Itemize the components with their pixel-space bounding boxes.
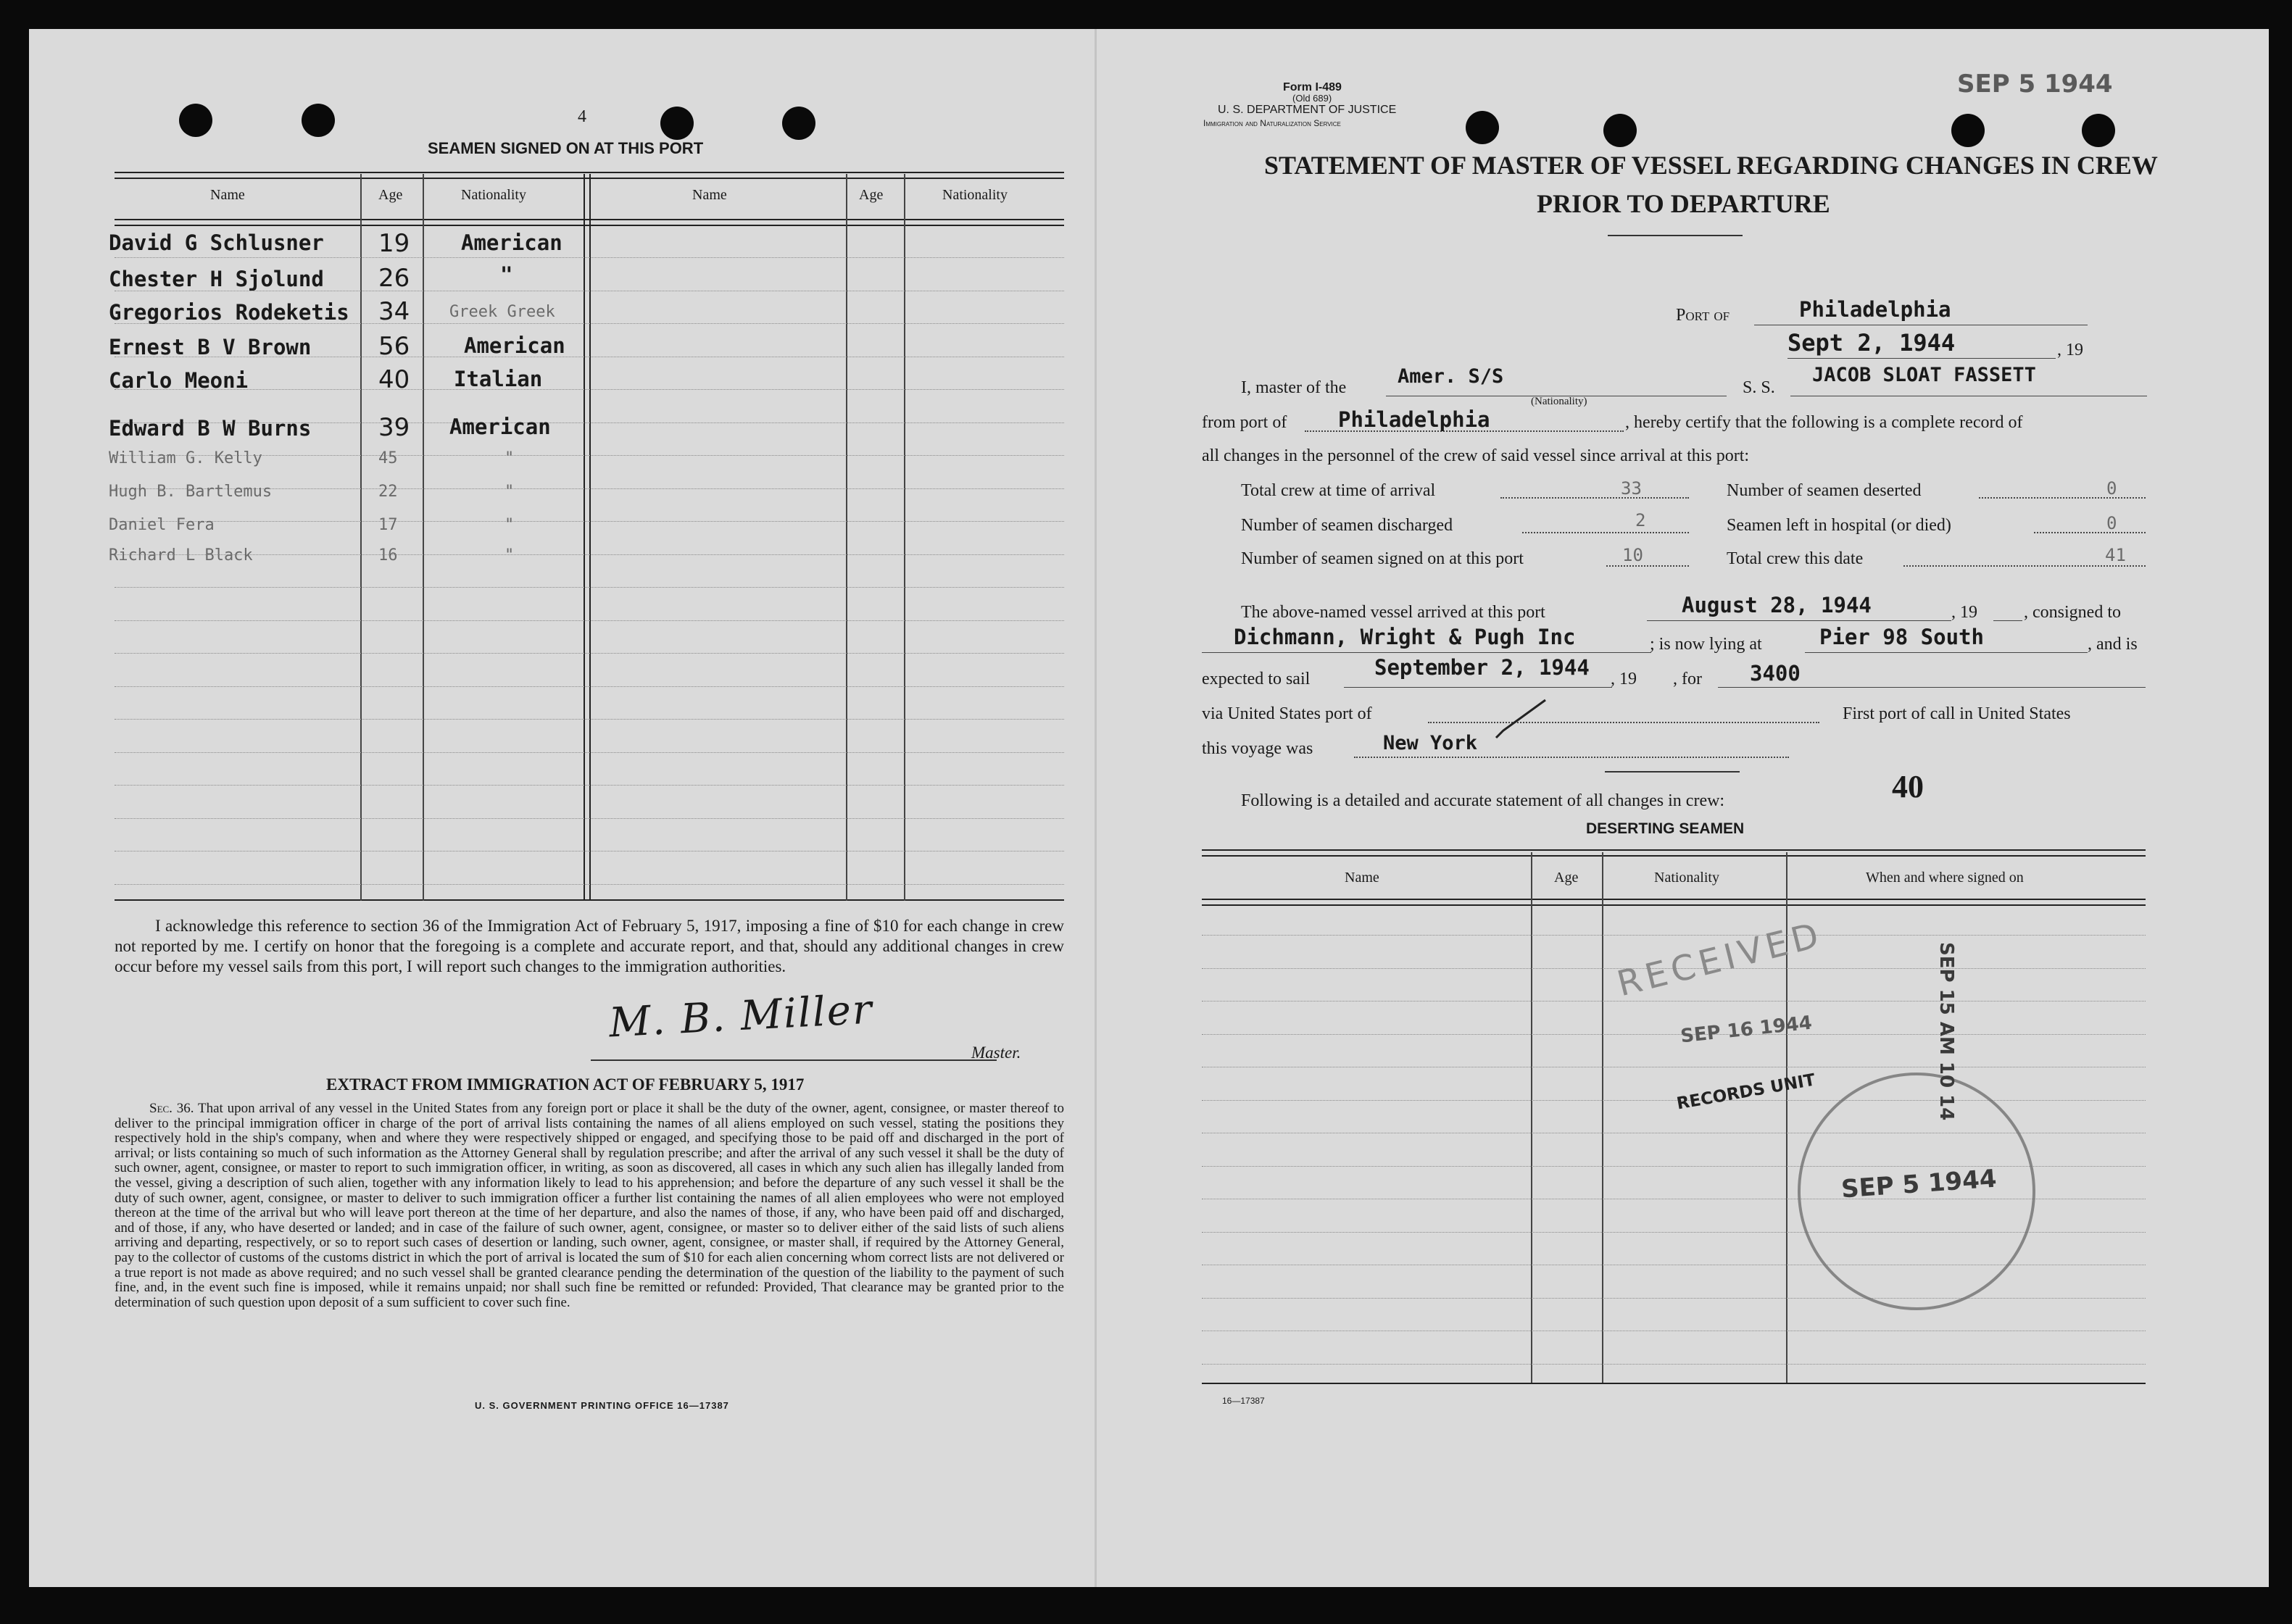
for-value: 3400 — [1750, 661, 1801, 686]
row-rule — [115, 719, 1064, 720]
row-rule — [1202, 935, 2146, 936]
column-header-nationality-2: Nationality — [942, 187, 1008, 203]
row-rule — [115, 521, 1064, 522]
consignee-value: Dichmann, Wright & Pugh Inc — [1234, 625, 1576, 649]
ss-label: S. S. — [1743, 378, 1775, 397]
form-title-line1: STATEMENT OF MASTER OF VESSEL REGARDING CHANGES IN CREW — [1264, 151, 2158, 180]
signature-label: Master. — [971, 1044, 1021, 1062]
binder-hole — [2082, 114, 2115, 147]
seaman-name: William G. Kelly — [109, 449, 262, 467]
vertical-time-stamp: SEP 15 AM 10 14 — [1935, 942, 1957, 1121]
from-port-label: from port of — [1202, 413, 1287, 432]
received-date-stamp: SEP 16 1944 — [1679, 1012, 1814, 1048]
date-underline — [1787, 358, 2056, 359]
from-port-value: Philadelphia — [1338, 407, 1490, 432]
section-rule — [1605, 771, 1740, 773]
seaman-name: David G Schlusner — [109, 230, 324, 255]
row-rule — [1202, 1298, 2146, 1299]
voyage-underline — [1354, 757, 1789, 758]
row-rule — [115, 389, 1064, 390]
expected-label: expected to sail — [1202, 670, 1311, 688]
received-stamp: RECEIVED — [1613, 914, 1827, 1005]
vessel-name: JACOB SLOAT FASSETT — [1812, 364, 2036, 386]
stat-value: 0 — [2106, 478, 2117, 499]
row-rule — [1202, 1034, 2146, 1035]
column-header-age-2: Age — [859, 187, 884, 203]
stat-dots — [1522, 532, 1689, 533]
stat-label: Total crew this date — [1727, 549, 1864, 568]
deserting-header-signed-on: When and where signed on — [1866, 870, 2024, 886]
row-rule — [1202, 1364, 2146, 1365]
binder-hole — [782, 107, 815, 140]
column-divider — [360, 174, 362, 901]
first-port-label: First port of call in United States — [1843, 704, 2071, 723]
arrived-underline — [1647, 620, 1951, 621]
via-underline — [1428, 722, 1819, 723]
extract-title: EXTRACT FROM IMMIGRATION ACT OF FEBRUARY 5, 1917 — [326, 1075, 805, 1094]
seaman-age: 22 — [378, 483, 398, 501]
column-divider — [584, 174, 591, 901]
stat-dots — [1979, 497, 2146, 499]
stat-value: 0 — [2106, 513, 2117, 533]
date-value: Sept 2, 1944 — [1787, 329, 1956, 357]
row-rule — [115, 653, 1064, 654]
seaman-nationality: " — [505, 516, 515, 534]
binder-hole — [302, 104, 335, 137]
lying-value: Pier 98 South — [1819, 625, 1984, 649]
seaman-age: 56 — [378, 332, 410, 361]
binder-hole — [1466, 111, 1499, 144]
seaman-name: Carlo Meoni — [109, 368, 249, 393]
department-name: U. S. DEPARTMENT OF JUSTICE — [1218, 104, 1397, 116]
title-underline — [1608, 235, 1743, 236]
for-label: , for — [1673, 670, 1702, 688]
deserting-header-nationality: Nationality — [1654, 870, 1719, 886]
row-rule — [1202, 1100, 2146, 1101]
seaman-nationality: " — [500, 262, 513, 287]
seaman-nationality: " — [505, 483, 515, 501]
stat-label: Number of seamen discharged — [1241, 516, 1453, 535]
seaman-name: Hugh B. Bartlemus — [109, 483, 273, 501]
seaman-name: Gregorios Rodeketis — [109, 300, 349, 325]
deserting-header-rule — [1202, 899, 2146, 906]
stat-dots — [1606, 565, 1689, 567]
row-rule — [115, 785, 1064, 786]
form-code: 16—17387 — [1222, 1396, 1265, 1406]
master-signature: M. B. Miller — [607, 986, 875, 1047]
year-underline — [1993, 620, 2022, 621]
column-divider — [904, 174, 905, 901]
column-divider — [846, 174, 847, 901]
top-date-stamp: SEP 5 1944 — [1957, 70, 2113, 99]
seaman-age: 16 — [378, 546, 398, 565]
row-rule — [115, 752, 1064, 753]
seaman-age: 19 — [378, 229, 410, 258]
row-rule — [115, 554, 1064, 555]
lying-underline — [1805, 652, 2088, 653]
deserting-header-name: Name — [1345, 870, 1379, 886]
seaman-name: Richard L Black — [109, 546, 253, 565]
stat-value: 10 — [1622, 545, 1643, 565]
document-sheet — [29, 29, 2269, 1587]
seaman-age: 39 — [378, 413, 410, 442]
signature-line — [591, 1059, 997, 1061]
seaman-age: 45 — [378, 449, 398, 467]
column-divider — [1602, 852, 1603, 1383]
seaman-nationality: American — [461, 230, 562, 255]
binder-hole — [1603, 114, 1637, 147]
stat-label: Seamen left in hospital (or died) — [1727, 516, 1951, 535]
extract-text: That upon arrival of any vessel in the United States from any foreign port or place it shall be the duty of the owner, agent, consignee, or master thereof to deliver to the principal immigration officer in charge of the port of arrival lists containing the names of all aliens employed on such vessel, stating the positions they respectively hold in the ship's company, when and where they were respectively shipped or engaged, and specifying those to be paid off and discharged in the port of arrival; or lists containing so much of such information as the Attorney General shall by regulation prescribe; and after the arrival of any such vessel it shall be the duty of such owner, agent, consignee, or master to report to such immigration officer, in writing, as soon as discovered, all cases in which any such alien has illegally landed from the vessel, giving a description of such alien, together with any information likely to lead to his apprehension; and before the departure of any such vessel it shall be the duty of such owner, agent, consignee, or master to deliver to such immigration officer a further list containing the names of all alien employees who were not employed thereon at the time of the arrival but who will leave port thereon at the time of her departure, and also the names of those, if any, who have been paid off and discharged, and of those, if any, who have deserted or landed; and in case of the failure of such owner, agent, consignee, or master so to deliver either of the said lists of such aliens arriving and departing, respectively, or so to report such cases of desertion or landing, such owner, agent, consignee, or master shall, if required by the Attorney General, pay to the collector of customs of the customs district in which the port of arrival is located the sum of $10 for each alien concerning whom correct lists are not delivered or a true report is not made as above required; and no such vessel shall be granted clearance pending the determination of the question of the liability to the payment of such fine, and, in the event such fine is imposed, while it remains unpaid; nor shall such fine be remitted or refunded: Provided, That clearance may be granted prior to the determination of such question upon deposit of a sum sufficient to cover such fine. — [115, 1101, 1064, 1310]
left-page-title: SEAMEN SIGNED ON AT THIS PORT — [428, 139, 704, 157]
via-label: via United States port of — [1202, 704, 1372, 723]
extract-body — [115, 1102, 1064, 1310]
voyage-value: New York — [1383, 732, 1478, 754]
for-underline — [1718, 687, 2146, 688]
certify-text: , hereby certify that the following is a complete record of — [1625, 413, 2023, 432]
row-rule — [115, 884, 1064, 885]
expected-value: September 2, 1944 — [1374, 655, 1590, 680]
seaman-nationality: " — [505, 449, 515, 467]
stat-dots — [2034, 532, 2146, 533]
deserting-bottom-rule — [1202, 1383, 2146, 1384]
stat-label: Number of seamen signed on at this port — [1241, 549, 1524, 568]
deserting-top-rule — [1202, 849, 2146, 857]
stat-label: Number of seamen deserted — [1727, 481, 1922, 500]
seaman-age: 26 — [378, 264, 410, 293]
seaman-nationality: American — [464, 333, 565, 358]
extract-lead: Sec. 36. — [149, 1101, 194, 1116]
date-suffix: , 19 — [2057, 341, 2083, 359]
nationality-caption: (Nationality) — [1531, 396, 1587, 407]
binder-hole — [1951, 114, 1985, 147]
form-title-line2: PRIOR TO DEPARTURE — [1537, 189, 1830, 218]
stat-value: 41 — [2105, 545, 2126, 565]
following-text: Following is a detailed and accurate statement of all changes in crew: — [1241, 791, 1725, 810]
consigned-label: , consigned to — [2024, 603, 2121, 622]
printer-line: U. S. GOVERNMENT PRINTING OFFICE 16—17387 — [475, 1400, 729, 1411]
column-header-age: Age — [378, 187, 403, 203]
column-divider — [423, 174, 424, 901]
expected-suffix: , 19 — [1611, 670, 1637, 688]
check-mark-icon — [1493, 696, 1551, 746]
seaman-age: 34 — [378, 297, 410, 326]
form-old-number: (Old 689) — [1292, 93, 1332, 104]
changes-text: all changes in the personnel of the crew of said vessel since arrival at this port: — [1202, 446, 1750, 465]
acknowledgement-text: I acknowledge this reference to section 36 of the Immigration Act of February 5, 1917, imposing a fine of $10 for each change in crew not reported by me. I certify on honor that the foregoing is a complete and accurate report, and that, should any additional changes in crew occur before my vessel sails from this port, I will report such changes to the immigration authorities. — [115, 917, 1064, 975]
round-stamp-date: SEP 5 1944 — [1840, 1164, 1998, 1204]
consignee-underline — [1202, 652, 1651, 653]
seaman-nationality: " — [505, 546, 515, 565]
expected-underline — [1344, 687, 1612, 688]
stat-dots — [1903, 565, 2146, 567]
seaman-age: 40 — [378, 365, 410, 394]
and-is-text: , and is — [2088, 635, 2138, 654]
master-prefix: I, master of the — [1241, 378, 1347, 397]
arrived-year-suffix: , 19 — [1951, 603, 1977, 622]
lying-label: ; is now lying at — [1650, 635, 1762, 654]
binder-hole — [179, 104, 212, 137]
binder-hole — [660, 107, 694, 140]
stat-value: 2 — [1635, 510, 1646, 530]
stat-value: 33 — [1621, 478, 1642, 499]
column-divider — [1531, 852, 1532, 1383]
column-header-name: Name — [210, 187, 245, 203]
seaman-nationality: Greek Greek — [449, 303, 555, 321]
seaman-nationality: American — [449, 415, 551, 439]
form-number: Form I-489 — [1283, 81, 1342, 93]
page-fold — [1095, 29, 1097, 1587]
seaman-name: Ernest B V Brown — [109, 335, 312, 359]
row-rule — [115, 620, 1064, 621]
column-header-name-2: Name — [692, 187, 727, 203]
port-label: Port of — [1676, 306, 1730, 325]
seaman-nationality: Italian — [454, 367, 543, 391]
column-header-nationality: Nationality — [461, 187, 526, 203]
seaman-name: Daniel Fera — [109, 516, 215, 534]
row-rule — [115, 587, 1064, 588]
arrived-value: August 28, 1944 — [1682, 593, 1872, 617]
row-rule — [115, 257, 1064, 258]
deserting-header-age: Age — [1554, 870, 1579, 886]
row-rule — [115, 818, 1064, 819]
deserting-title: DESERTING SEAMEN — [1586, 820, 1745, 837]
nationality-value: Amer. S/S — [1398, 365, 1504, 388]
seaman-name: Chester H Sjolund — [109, 267, 324, 291]
row-rule — [115, 686, 1064, 687]
stat-label: Total crew at time of arrival — [1241, 481, 1436, 500]
stat-dots — [1500, 497, 1689, 499]
page-number: 4 — [578, 107, 586, 126]
records-unit-stamp: RECORDS UNIT — [1675, 1070, 1817, 1114]
voyage-label: this voyage was — [1202, 739, 1313, 758]
arrived-label: The above-named vessel arrived at this port — [1241, 603, 1545, 622]
port-value: Philadelphia — [1799, 297, 1951, 322]
seaman-age: 17 — [378, 516, 398, 534]
row-rule — [1202, 1001, 2146, 1002]
seaman-name: Edward B W Burns — [109, 416, 312, 441]
service-name: Immigration and Naturalization Service — [1203, 118, 1341, 128]
handwritten-count: 40 — [1892, 769, 1924, 804]
